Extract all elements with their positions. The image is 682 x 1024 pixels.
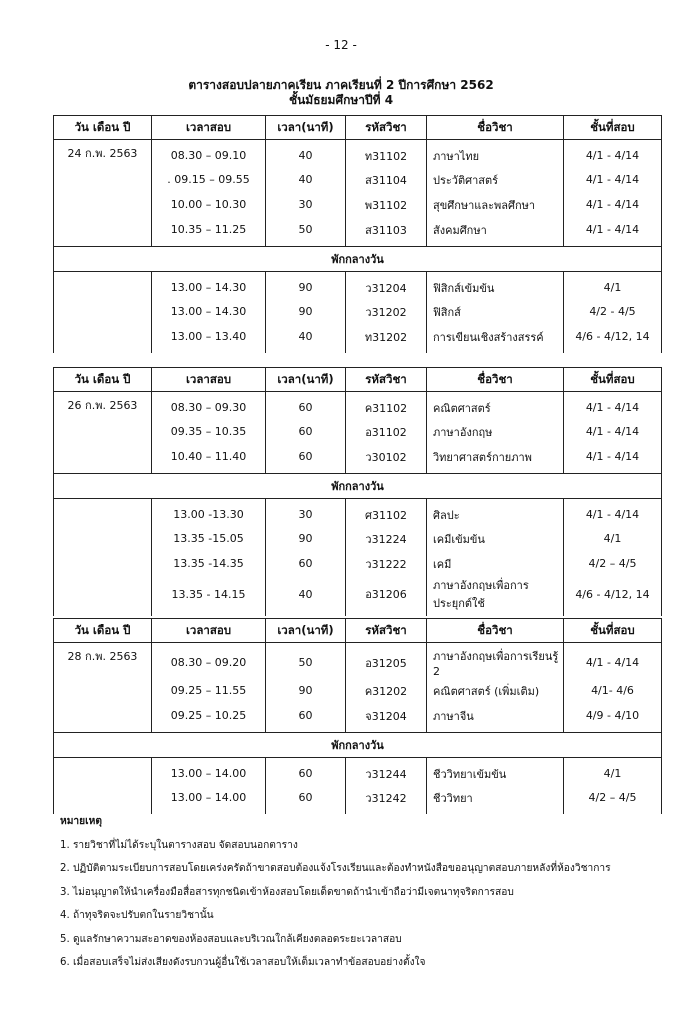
exam-duration: 40 [266, 167, 346, 192]
subject-code: พ31102 [346, 192, 427, 217]
exam-classes: 4/1 [564, 272, 662, 300]
header-duration: เวลา(นาที) [266, 619, 346, 643]
exam-duration: 60 [266, 392, 346, 420]
header-code: รหัสวิชา [346, 116, 427, 140]
exam-time: 13.00 – 14.00 [152, 785, 266, 814]
exam-classes: 4/1 - 4/14 [564, 419, 662, 444]
header-time: เวลาสอบ [152, 368, 266, 392]
exam-duration: 30 [266, 499, 346, 527]
subject-code: ท31202 [346, 324, 427, 353]
notes-section [60, 810, 660, 975]
exam-time: 13.35 -15.05 [152, 526, 266, 551]
subject-code: ค31202 [346, 678, 427, 703]
subject-name: เคมีเข้มข้น [427, 526, 564, 551]
subject-code: ว31222 [346, 551, 427, 576]
note-item: 6. เมื่อสอบเสร็จไม่ส่งเสียงดังรบกวนผู้อื่นใช้เวลาสอบให้เต็มเวลาทำข้อสอบอย่างตั้งใจ [60, 957, 426, 968]
header-code: รหัสวิชา [346, 619, 427, 643]
exam-time: 13.35 -14.35 [152, 551, 266, 576]
exam-time: 13.00 – 13.40 [152, 324, 266, 353]
subject-code: ค31102 [346, 392, 427, 420]
exam-time: . 09.15 – 09.55 [152, 167, 266, 192]
subject-name: ภาษาอังกฤษเพื่อการประยุกต์ใช้ [427, 576, 564, 616]
date-cell-empty [54, 499, 152, 617]
exam-classes: 4/6 - 4/12, 14 [564, 324, 662, 353]
exam-duration: 90 [266, 526, 346, 551]
exam-classes: 4/6 - 4/12, 14 [564, 576, 662, 616]
subject-code: ส31104 [346, 167, 427, 192]
subject-name: คณิตศาสตร์ [427, 392, 564, 420]
exam-classes: 4/2 – 4/5 [564, 785, 662, 814]
note-item: 1. รายวิชาที่ไม่ได้ระบุในตารางสอบ จัดสอบนอกตาราง [60, 839, 298, 851]
exam-date: 26 ก.พ. 2563 [54, 392, 152, 474]
exam-duration: 90 [266, 299, 346, 324]
subject-name: ประวัติศาสตร์ [427, 167, 564, 192]
exam-duration: 50 [266, 217, 346, 247]
exam-duration: 60 [266, 785, 346, 814]
exam-time: 10.35 – 11.25 [152, 217, 266, 247]
exam-classes: 4/1- 4/6 [564, 678, 662, 703]
lunch-break-label: พักกลางวัน [54, 474, 662, 499]
exam-classes: 4/1 - 4/14 [564, 192, 662, 217]
exam-classes: 4/1 - 4/14 [564, 217, 662, 247]
exam-classes: 4/1 - 4/14 [564, 140, 662, 168]
exam-classes: 4/2 – 4/5 [564, 551, 662, 576]
lunch-break-row [54, 474, 662, 499]
title-line-2: ชั้นมัธยมศึกษาปีที่ 4 [288, 93, 394, 107]
notes-heading: หมายเหตุ [60, 816, 102, 827]
lunch-break-row [54, 247, 662, 272]
table-header-row [54, 619, 662, 643]
header-classes: ชั้นที่สอบ [564, 368, 662, 392]
subject-code: อ31102 [346, 419, 427, 444]
exam-time: 13.00 – 14.30 [152, 299, 266, 324]
lunch-break-row [54, 733, 662, 758]
subject-name: คณิตศาสตร์ (เพิ่มเติม) [427, 678, 564, 703]
subject-name: ชีววิทยา [427, 785, 564, 814]
header-duration: เวลา(นาที) [266, 116, 346, 140]
subject-code: ว31202 [346, 299, 427, 324]
note-item: 4. ถ้าทุจริตจะปรับตกในรายวิชานั้น [60, 910, 214, 921]
header-classes: ชั้นที่สอบ [564, 116, 662, 140]
exam-classes: 4/1 - 4/14 [564, 643, 662, 679]
header-time: เวลาสอบ [152, 116, 266, 140]
exam-table-day3 [53, 618, 662, 814]
exam-duration: 60 [266, 551, 346, 576]
exam-duration: 40 [266, 140, 346, 168]
table-header-row [54, 116, 662, 140]
exam-time: 09.35 – 10.35 [152, 419, 266, 444]
date-cell-empty [54, 272, 152, 354]
subject-name: ศิลปะ [427, 499, 564, 527]
table-row [54, 643, 662, 679]
exam-time: 13.00 – 14.30 [152, 272, 266, 300]
exam-classes: 4/1 - 4/14 [564, 392, 662, 420]
exam-duration: 60 [266, 703, 346, 733]
subject-name: ภาษาไทย [427, 140, 564, 168]
subject-code: ว31224 [346, 526, 427, 551]
header-classes: ชั้นที่สอบ [564, 619, 662, 643]
exam-duration: 90 [266, 272, 346, 300]
lunch-break-label: พักกลางวัน [54, 733, 662, 758]
note-item: 3. ไม่อนุญาตให้นำเครื่องมือสื่อสารทุกชนิดเข้าห้องสอบโดยเด็ดขาดถ้านำเข้าถือว่ามีเจตนาทุจริตการสอบ [60, 886, 514, 898]
header-date: วัน เดือน ปี [54, 368, 152, 392]
table-row [54, 392, 662, 420]
exam-classes: 4/1 - 4/14 [564, 444, 662, 474]
lunch-break-label: พักกลางวัน [54, 247, 662, 272]
header-date: วัน เดือน ปี [54, 116, 152, 140]
exam-time: 08.30 – 09.20 [152, 643, 266, 679]
header-subject: ชื่อวิชา [427, 368, 564, 392]
subject-name: สังคมศึกษา [427, 217, 564, 247]
subject-name: การเขียนเชิงสร้างสรรค์ [427, 324, 564, 353]
header-duration: เวลา(นาที) [266, 368, 346, 392]
exam-time: 08.30 – 09.10 [152, 140, 266, 168]
table-row [54, 499, 662, 527]
header-code: รหัสวิชา [346, 368, 427, 392]
exam-duration: 50 [266, 643, 346, 679]
exam-classes: 4/1 [564, 526, 662, 551]
subject-code: จ31204 [346, 703, 427, 733]
subject-code: ว31244 [346, 758, 427, 786]
exam-time: 13.00 – 14.00 [152, 758, 266, 786]
subject-code: ว30102 [346, 444, 427, 474]
subject-name: เคมี [427, 551, 564, 576]
subject-code: ว31204 [346, 272, 427, 300]
subject-name: ภาษาจีน [427, 703, 564, 733]
document-title [0, 78, 682, 108]
exam-classes: 4/1 - 4/14 [564, 167, 662, 192]
table-row [54, 758, 662, 786]
exam-date: 28 ก.พ. 2563 [54, 643, 152, 733]
exam-duration: 90 [266, 678, 346, 703]
subject-code: ท31102 [346, 140, 427, 168]
header-date: วัน เดือน ปี [54, 619, 152, 643]
page-number: - 12 - [325, 38, 357, 52]
subject-code: อ31206 [346, 576, 427, 616]
exam-duration: 60 [266, 758, 346, 786]
exam-time: 08.30 – 09.30 [152, 392, 266, 420]
subject-code: ศ31102 [346, 499, 427, 527]
header-subject: ชื่อวิชา [427, 619, 564, 643]
note-item: 2. ปฏิบัติตามระเบียบการสอบโดยเคร่งครัดถ้าขาดสอบต้องแจ้งโรงเรียนและต้องทำหนังสือขออนุญาตสอบภายหลังที่ห้องวิชาการ [60, 863, 611, 874]
table-row [54, 140, 662, 168]
exam-duration: 60 [266, 419, 346, 444]
exam-duration: 30 [266, 192, 346, 217]
subject-name: ภาษาอังกฤษ [427, 419, 564, 444]
table-row [54, 272, 662, 300]
subject-name: สุขศึกษาและพลศึกษา [427, 192, 564, 217]
subject-name: ฟิสิกส์ [427, 299, 564, 324]
exam-time: 10.40 – 11.40 [152, 444, 266, 474]
subject-code: อ31205 [346, 643, 427, 679]
subject-code: ส31103 [346, 217, 427, 247]
exam-time: 13.00 -13.30 [152, 499, 266, 527]
exam-date: 24 ก.พ. 2563 [54, 140, 152, 247]
exam-time: 09.25 – 11.55 [152, 678, 266, 703]
subject-name: วิทยาศาสตร์กายภาพ [427, 444, 564, 474]
exam-duration: 60 [266, 444, 346, 474]
subject-name: ฟิสิกส์เข้มข้น [427, 272, 564, 300]
header-time: เวลาสอบ [152, 619, 266, 643]
exam-table-day2 [53, 367, 662, 616]
subject-name: ภาษาอังกฤษเพื่อการเรียนรู้ 2 [427, 643, 564, 679]
exam-time: 10.00 – 10.30 [152, 192, 266, 217]
table-header-row [54, 368, 662, 392]
exam-duration: 40 [266, 576, 346, 616]
exam-classes: 4/9 - 4/10 [564, 703, 662, 733]
exam-time: 09.25 – 10.25 [152, 703, 266, 733]
exam-duration: 40 [266, 324, 346, 353]
exam-time: 13.35 - 14.15 [152, 576, 266, 616]
title-line-1: ตารางสอบปลายภาคเรียน ภาคเรียนที่ 2 ปีการศึกษา 2562 [188, 78, 494, 92]
exam-classes: 4/1 - 4/14 [564, 499, 662, 527]
date-cell-empty [54, 758, 152, 815]
note-item: 5. ดูแลรักษาความสะอาดของห้องสอบและบริเวณใกล้เคียงตลอดระยะเวลาสอบ [60, 933, 402, 945]
exam-classes: 4/2 - 4/5 [564, 299, 662, 324]
exam-classes: 4/1 [564, 758, 662, 786]
subject-code: ว31242 [346, 785, 427, 814]
header-subject: ชื่อวิชา [427, 116, 564, 140]
subject-name: ชีววิทยาเข้มข้น [427, 758, 564, 786]
exam-table-day1 [53, 115, 662, 353]
